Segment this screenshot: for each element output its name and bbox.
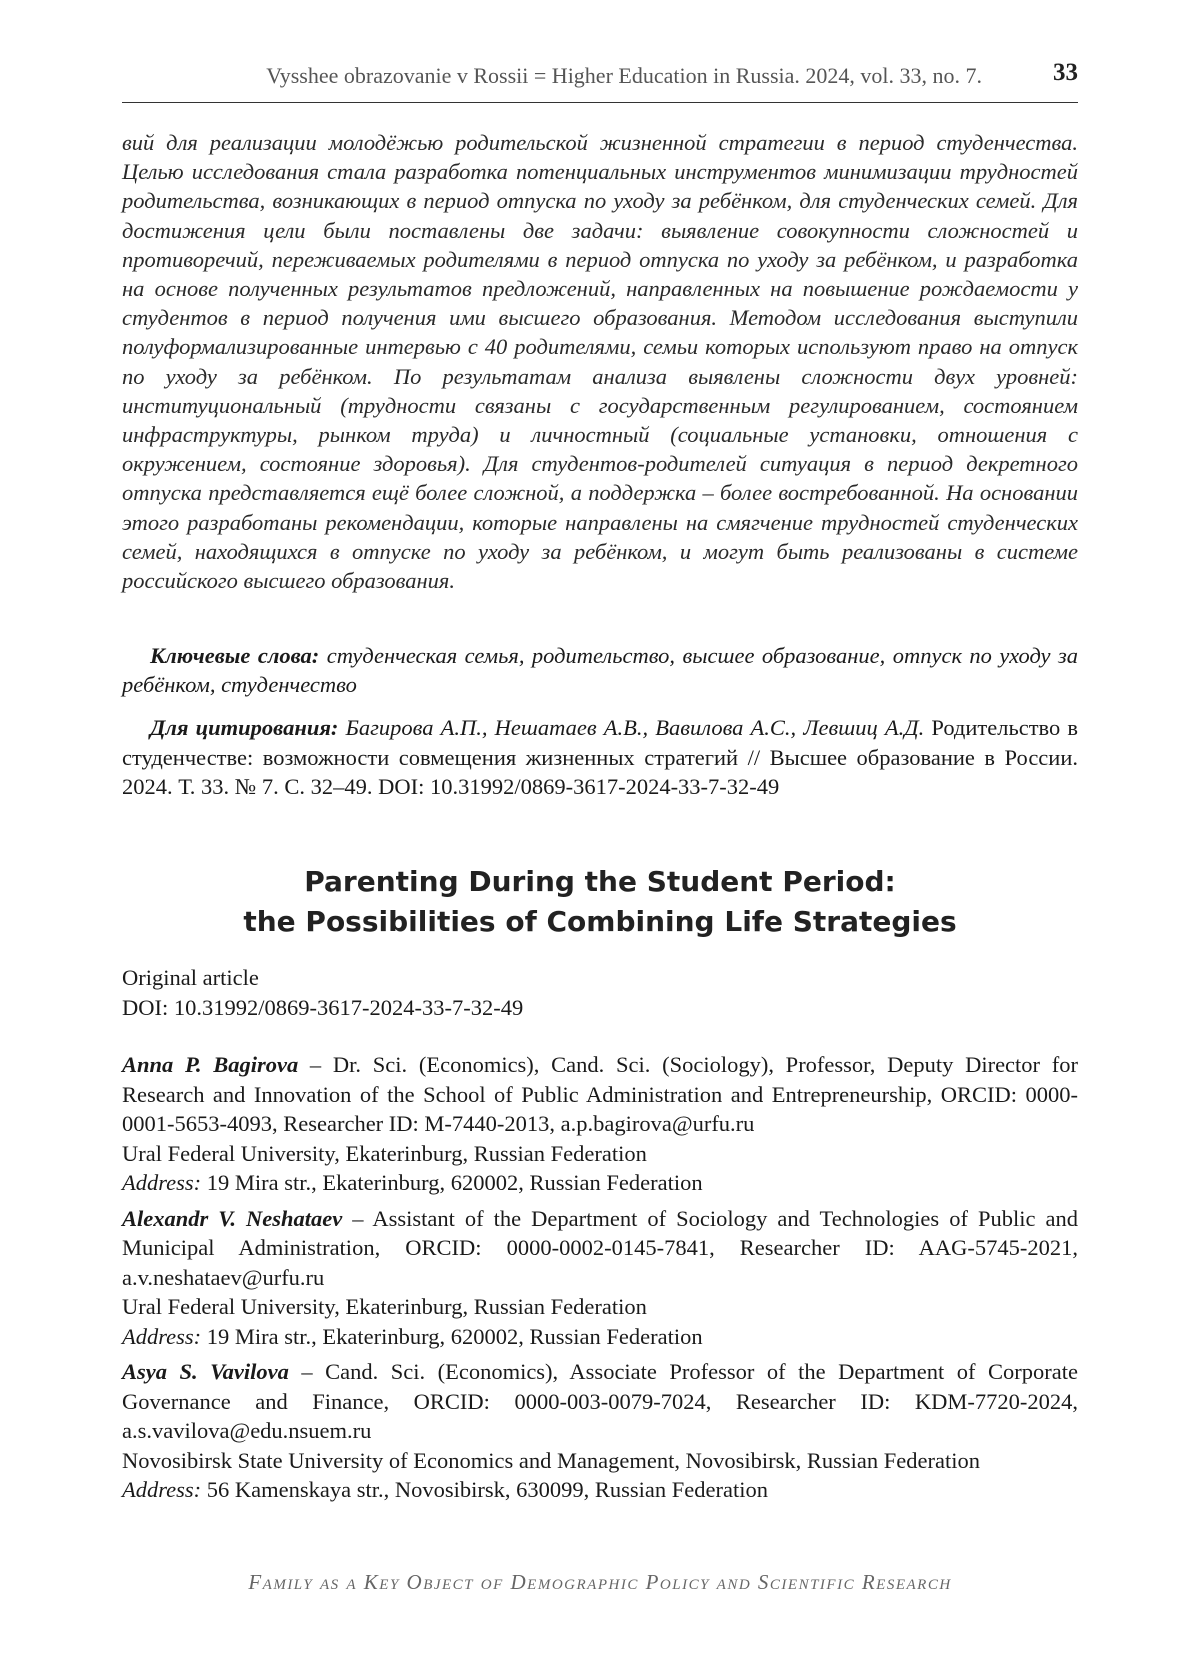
article-doi: DOI: 10.31992/0869-3617-2024-33-7-32-49	[122, 995, 524, 1020]
author-bio	[122, 1204, 1078, 1293]
address-label: Address:	[122, 1477, 202, 1502]
abstract-text: вий для реализации молодёжью родительской жизненной стратегии в период студенчества. Целью исследования стала разработка потенциальных инструментов минимизации трудностей родительства, возникающих в период отпуска по уходу за ребёнком, для студенческих семей. Для достижения цели были поставлены две задачи: выявление совокупности сложностей и противоречий, переживаемых родителями в период отпуска по уходу за ребёнком, и разработка на основе полученных результатов предложений, направленных на повышение рождаемости у студентов в период получения ими высшего образования. Методом исследования выступили полуформализированные интервью с 40 родителями, семьи которых используют право на отпуск по уходу за ребёнком. По результатам анализа выявлены сложности двух уровней: институциональный (трудности связаны с государственным регулированием, состоянием инфраструктуры, рынком труда) и личностный (социальные установки, отношения с окружением, состояние здоровья). Для студентов-родителей ситуация в период декретного отпуска представляется ещё более сложной, а поддержка – более востребованной. На основании этого разработаны рекомендации, которые направлены на смягчение трудностей студенческих семей, находящихся в отпуске по уходу за ребёнком, и могут быть реализованы в системе российского высшего образования.	[122, 130, 1078, 594]
author-address	[122, 1168, 1078, 1198]
section-footer: Family as a Key Object of Demographic Policy and Scientific Research	[248, 1570, 952, 1594]
title-line-2: the Possibilities of Combining Life Strategies	[243, 905, 957, 938]
author-bio-text: – Cand. Sci. (Economics), Associate Professor of the Department of Corporate Governance and Finance, ORCID: 0000-003-0079-7024, Researcher ID: KDM-7720-2024, a.s.vavilova@edu.nsuem.ru	[122, 1359, 1078, 1443]
address-text: 19 Mira str., Ekaterinburg, 620002, Russian Federation	[201, 1323, 703, 1349]
author-affiliation: Ural Federal University, Ekaterinburg, Russian Federation	[122, 1140, 647, 1166]
citation	[122, 713, 1078, 802]
author-name: Asya S. Vavilova	[122, 1359, 289, 1384]
author-name: Alexandr V. Neshataev	[122, 1205, 343, 1231]
citation-text: Родительство в студенчестве: возможности совмещения жизненных стратегий // Высшее образование в России. 2024. Т. 33. № 7. С. 32–49. DOI: 10.31992/0869-3617-2024-33-7-32-49	[122, 715, 1079, 799]
article-title	[122, 862, 1078, 942]
keywords-label: Ключевые слова:	[150, 643, 320, 668]
address-text: 19 Mira str., Ekaterinburg, 620002, Russian Federation	[201, 1170, 703, 1195]
author-bio-text: – Assistant of the Department of Sociology and Technologies of Public and Municipal Administration, ORCID: 0000-0002-0145-7841, Researcher ID: AAG-5745-2021, a.v.neshataev@urfu.ru	[122, 1205, 1078, 1290]
article-type: Original article	[122, 965, 259, 990]
journal-page	[122, 0, 1078, 1658]
journal-citation: Vysshee obrazovanie v Rossii = Higher Education in Russia. 2024, vol. 33, no. 7.	[266, 63, 982, 88]
address-label: Address:	[122, 1170, 202, 1195]
author-bio	[122, 1050, 1078, 1139]
article-meta	[122, 963, 1078, 1023]
author-list	[122, 1050, 1078, 1511]
citation-label: Для цитирования:	[150, 715, 339, 740]
author-bio	[122, 1357, 1078, 1446]
running-head	[122, 58, 1078, 103]
author-name: Anna P. Bagirova	[122, 1052, 299, 1077]
author-affiliation: Novosibirsk State University of Economics and Management, Novosibirsk, Russian Federation	[122, 1447, 980, 1473]
author-entry	[122, 1357, 1078, 1505]
author-bio-text: – Dr. Sci. (Economics), Cand. Sci. (Sociology), Professor, Deputy Director for Research and Innovation of the School of Public Administration and Entrepreneurship, ORCID: 0000-0001-5653-4093, Researcher ID: M-7440-2013, a.p.bagirova@urfu.ru	[122, 1052, 1078, 1136]
citation-authors: Багирова А.П., Нешатаев А.В., Вавилова А.С., Левшиц А.Д.	[345, 715, 925, 740]
address-label: Address:	[122, 1323, 202, 1349]
keywords-text: студенческая семья, родительство, высшее образование, отпуск по уходу за ребёнком, студенчество	[122, 643, 1078, 698]
address-text: 56 Kamenskaya str., Novosibirsk, 630099, Russian Federation	[201, 1477, 768, 1502]
author-entry	[122, 1050, 1078, 1198]
title-line-1: Parenting During the Student Period:	[304, 865, 896, 898]
page-number: 33	[1053, 59, 1078, 86]
author-address	[122, 1322, 1078, 1352]
author-entry	[122, 1204, 1078, 1352]
author-address	[122, 1475, 1078, 1505]
keywords	[122, 641, 1078, 699]
author-affiliation: Ural Federal University, Ekaterinburg, Russian Federation	[122, 1294, 647, 1319]
